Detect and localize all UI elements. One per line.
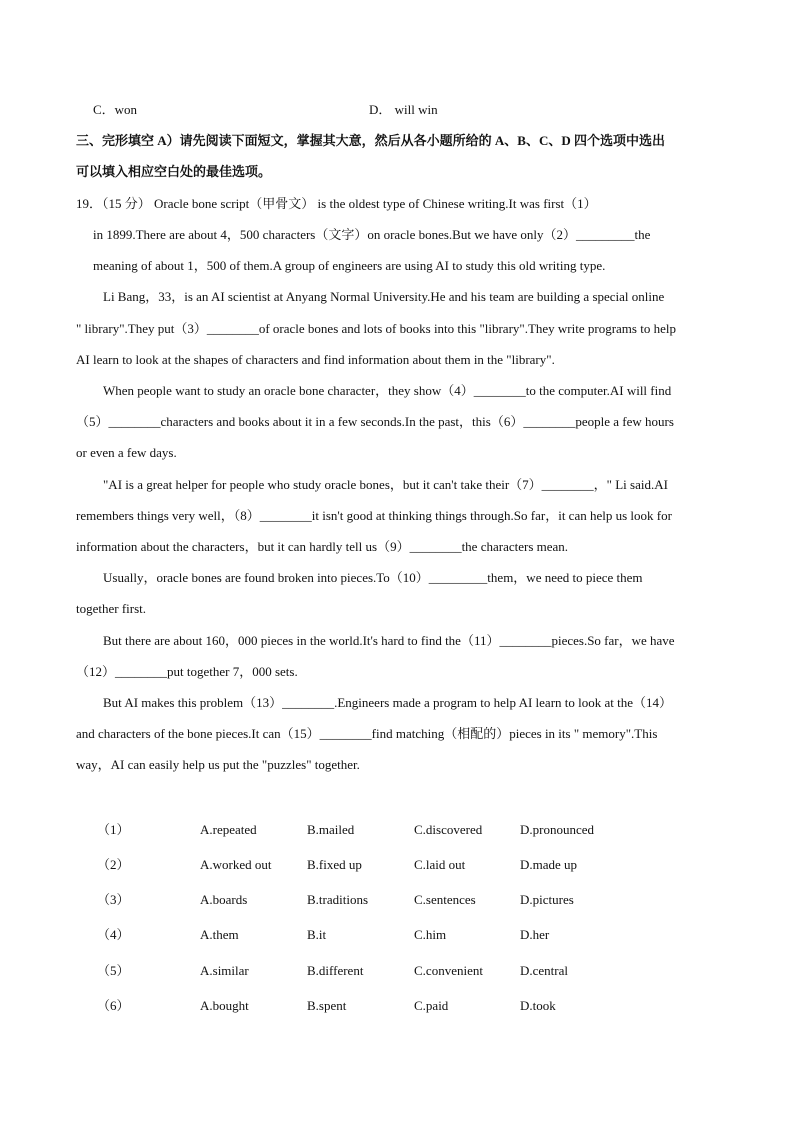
- question-number: （6）: [97, 998, 130, 1013]
- passage-line: When people want to study an oracle bone character，they show（4）________to the computer.AI will find: [103, 383, 672, 398]
- previous-option-d: D． will win: [369, 102, 438, 117]
- passage-line: together first.: [76, 601, 147, 616]
- question-number: （1）: [97, 822, 130, 837]
- option-b: B.it: [307, 927, 327, 942]
- passage-line: in 1899.There are about 4，500 characters（文字）on oracle bones.But we have only（2）_________the: [93, 227, 651, 242]
- question-row-2: [0, 856, 794, 874]
- option-d: D.took: [520, 998, 556, 1013]
- option-b: B.fixed up: [307, 857, 362, 872]
- question-number: （4）: [97, 927, 130, 942]
- option-b: B.mailed: [307, 822, 355, 837]
- option-a: A.worked out: [200, 857, 272, 872]
- option-d: D.her: [520, 927, 550, 942]
- passage-line: 19．（15 分） Oracle bone script（甲骨文） is the oldest type of Chinese writing.It was first（1）: [76, 196, 597, 211]
- passage-line: AI learn to look at the shapes of characters and find information about them in the "library".: [76, 352, 555, 367]
- passage-line: Usually，oracle bones are found broken into pieces.To（10）_________them，we need to piece them: [103, 570, 643, 585]
- passage-line: meaning of about 1，500 of them.A group of engineers are using AI to study this old writing type.: [93, 258, 606, 273]
- question-row-6: [0, 997, 794, 1015]
- option-c: C.sentences: [414, 892, 476, 907]
- option-b: B.different: [307, 963, 364, 978]
- question-row-5: [0, 962, 794, 980]
- option-c: C.discovered: [414, 822, 483, 837]
- option-a: A.bought: [200, 998, 249, 1013]
- option-a: A.similar: [200, 963, 249, 978]
- previous-option-c: C．won: [93, 102, 138, 117]
- option-c: C.convenient: [414, 963, 483, 978]
- question-row-4: [0, 926, 794, 944]
- passage-line: remembers things very well，（8）________it isn't good at thinking things through.So far，it can help us look for: [76, 508, 672, 523]
- passage-line: information about the characters，but it can hardly tell us（9）________the characters mean.: [76, 539, 569, 554]
- question-number: （2）: [97, 857, 130, 872]
- passage-line: Li Bang，33，is an AI scientist at Anyang Normal University.He and his team are building a special online: [103, 289, 665, 304]
- passage-line: （12）________put together 7，000 sets.: [76, 664, 298, 679]
- option-b: B.spent: [307, 998, 347, 1013]
- passage-line: way，AI can easily help us put the "puzzles" together.: [76, 757, 360, 772]
- passage-line: and characters of the bone pieces.It can（15）________find matching（相配的）pieces in its " memory".This: [76, 726, 658, 741]
- option-d: D.made up: [520, 857, 578, 872]
- passage-line: But AI makes this problem（13）________.Engineers made a program to help AI learn to look at the（14）: [103, 695, 673, 710]
- section-heading-line-2: 可以填入相应空白处的最佳选项。: [76, 164, 272, 179]
- option-c: C.laid out: [414, 857, 466, 872]
- option-a: A.them: [200, 927, 239, 942]
- passage-line: or even a few days.: [76, 445, 177, 460]
- question-number: （5）: [97, 963, 130, 978]
- passage-line: （5）________characters and books about it in a few seconds.In the past，this（6）________people a few hours: [76, 414, 674, 429]
- option-a: A.boards: [200, 892, 248, 907]
- option-c: C.paid: [414, 998, 449, 1013]
- option-a: A.repeated: [200, 822, 257, 837]
- question-row-1: [0, 821, 794, 839]
- option-d: D.central: [520, 963, 569, 978]
- question-row-3: [0, 891, 794, 909]
- option-c: C.him: [414, 927, 447, 942]
- passage-line: But there are about 160，000 pieces in the world.It's hard to find the（11）________pieces.So far，we have: [103, 633, 675, 648]
- section-heading-line-1: 三、完形填空 A）请先阅读下面短文，掌握其大意，然后从各小题所给的 A、B、C、D 四个选项中选出: [76, 133, 665, 148]
- option-d: D.pictures: [520, 892, 574, 907]
- question-number: （3）: [97, 892, 130, 907]
- passage-line: "AI is a great helper for people who study oracle bones，but it can't take their（7）________，" Li said.AI: [103, 477, 668, 492]
- option-b: B.traditions: [307, 892, 369, 907]
- option-d: D.pronounced: [520, 822, 595, 837]
- passage-line: " library".They put（3）________of oracle bones and lots of books into this "library".They write programs to help: [76, 321, 676, 336]
